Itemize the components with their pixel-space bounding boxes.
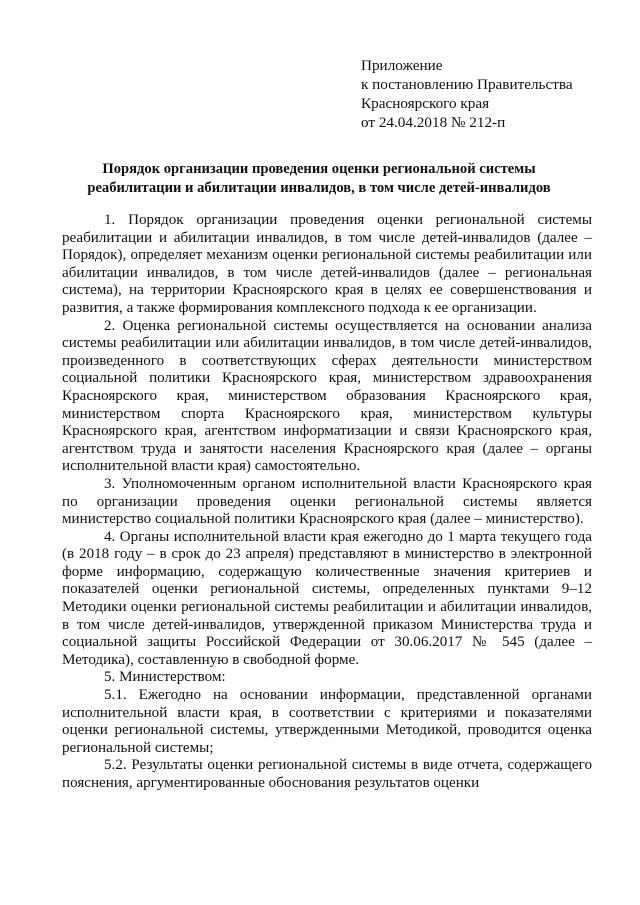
paragraph-2: 2. Оценка региональной системы осуществляется на основании анализа системы реабилитации или абилитации инвалидов, в том числе детей-инвалидов, произведенного в соответствующих сферах деятельности министерством социальной политики Красноярского края, министерством здравоохранения Красноярского края, министерством образования Красноярского края, министерством спорта Красноярского края, министерством культуры Красноярского края, агентством информатизации и связи Красноярского края, агентством труда и занятости населения Красноярского края (далее – органы исполнительной власти края) самостоятельно. [62, 317, 592, 475]
appendix-line: от 24.04.2018 № 212-п [361, 114, 506, 131]
document-title: Порядок организации проведения оценки региональной системы реабилитации и абилитации инвалидов, в том числе детей-инвалидов [87, 161, 551, 196]
paragraph-5: 5. Министерством: [104, 669, 226, 686]
appendix-header [361, 56, 573, 132]
paragraph-1: 1. Порядок организации проведения оценки региональной системы реабилитации и абилитации инвалидов, в том числе детей-инвалидов (далее – Порядок), определяет механизм оценки региональной системы реабилитации или абилитации инвалидов, в том числе детей-инвалидов (далее – региональная система), на территории Красноярского края в целях ее совершенствования и развития, а также формирования комплексного подхода к ее организации. [62, 212, 592, 316]
appendix-line: Красноярского края [361, 95, 490, 112]
paragraph-3: 3. Уполномоченным органом исполнительной власти Красноярского края по организации проведения оценки региональной системы является министерство социальной политики Красноярского края (далее – министерство). [62, 475, 592, 528]
appendix-line: к постановлению Правительства [361, 76, 573, 93]
appendix-line: Приложение [361, 57, 443, 74]
document-body [62, 212, 592, 793]
paragraph-5-2: 5.2. Результаты оценки региональной системы в виде отчета, содержащего пояснения, аргументированные обоснования результатов оценки [62, 757, 592, 791]
paragraph-5-1: 5.1. Ежегодно на основании информации, представленной органами исполнительной власти края, в соответствии с критериями и показателями оценки региональной системы, утвержденными Методикой, проводится оценка региональной системы; [62, 687, 592, 756]
paragraph-4: 4. Органы исполнительной власти края ежегодно до 1 марта текущего года (в 2018 году – в срок до 23 апреля) представляют в министерство в электронной форме информацию, содержащую количественные значения критериев и показателей оценки региональной системы, определенных пунктами 9–12 Методики оценки региональной системы реабилитации и абилитации инвалидов, в том числе детей-инвалидов, утвержденной приказом Министерства труда и социальной защиты Российской Федерации от 30.06.2017 № 545 (далее – Методика), составленную в свободной форме. [62, 528, 592, 668]
